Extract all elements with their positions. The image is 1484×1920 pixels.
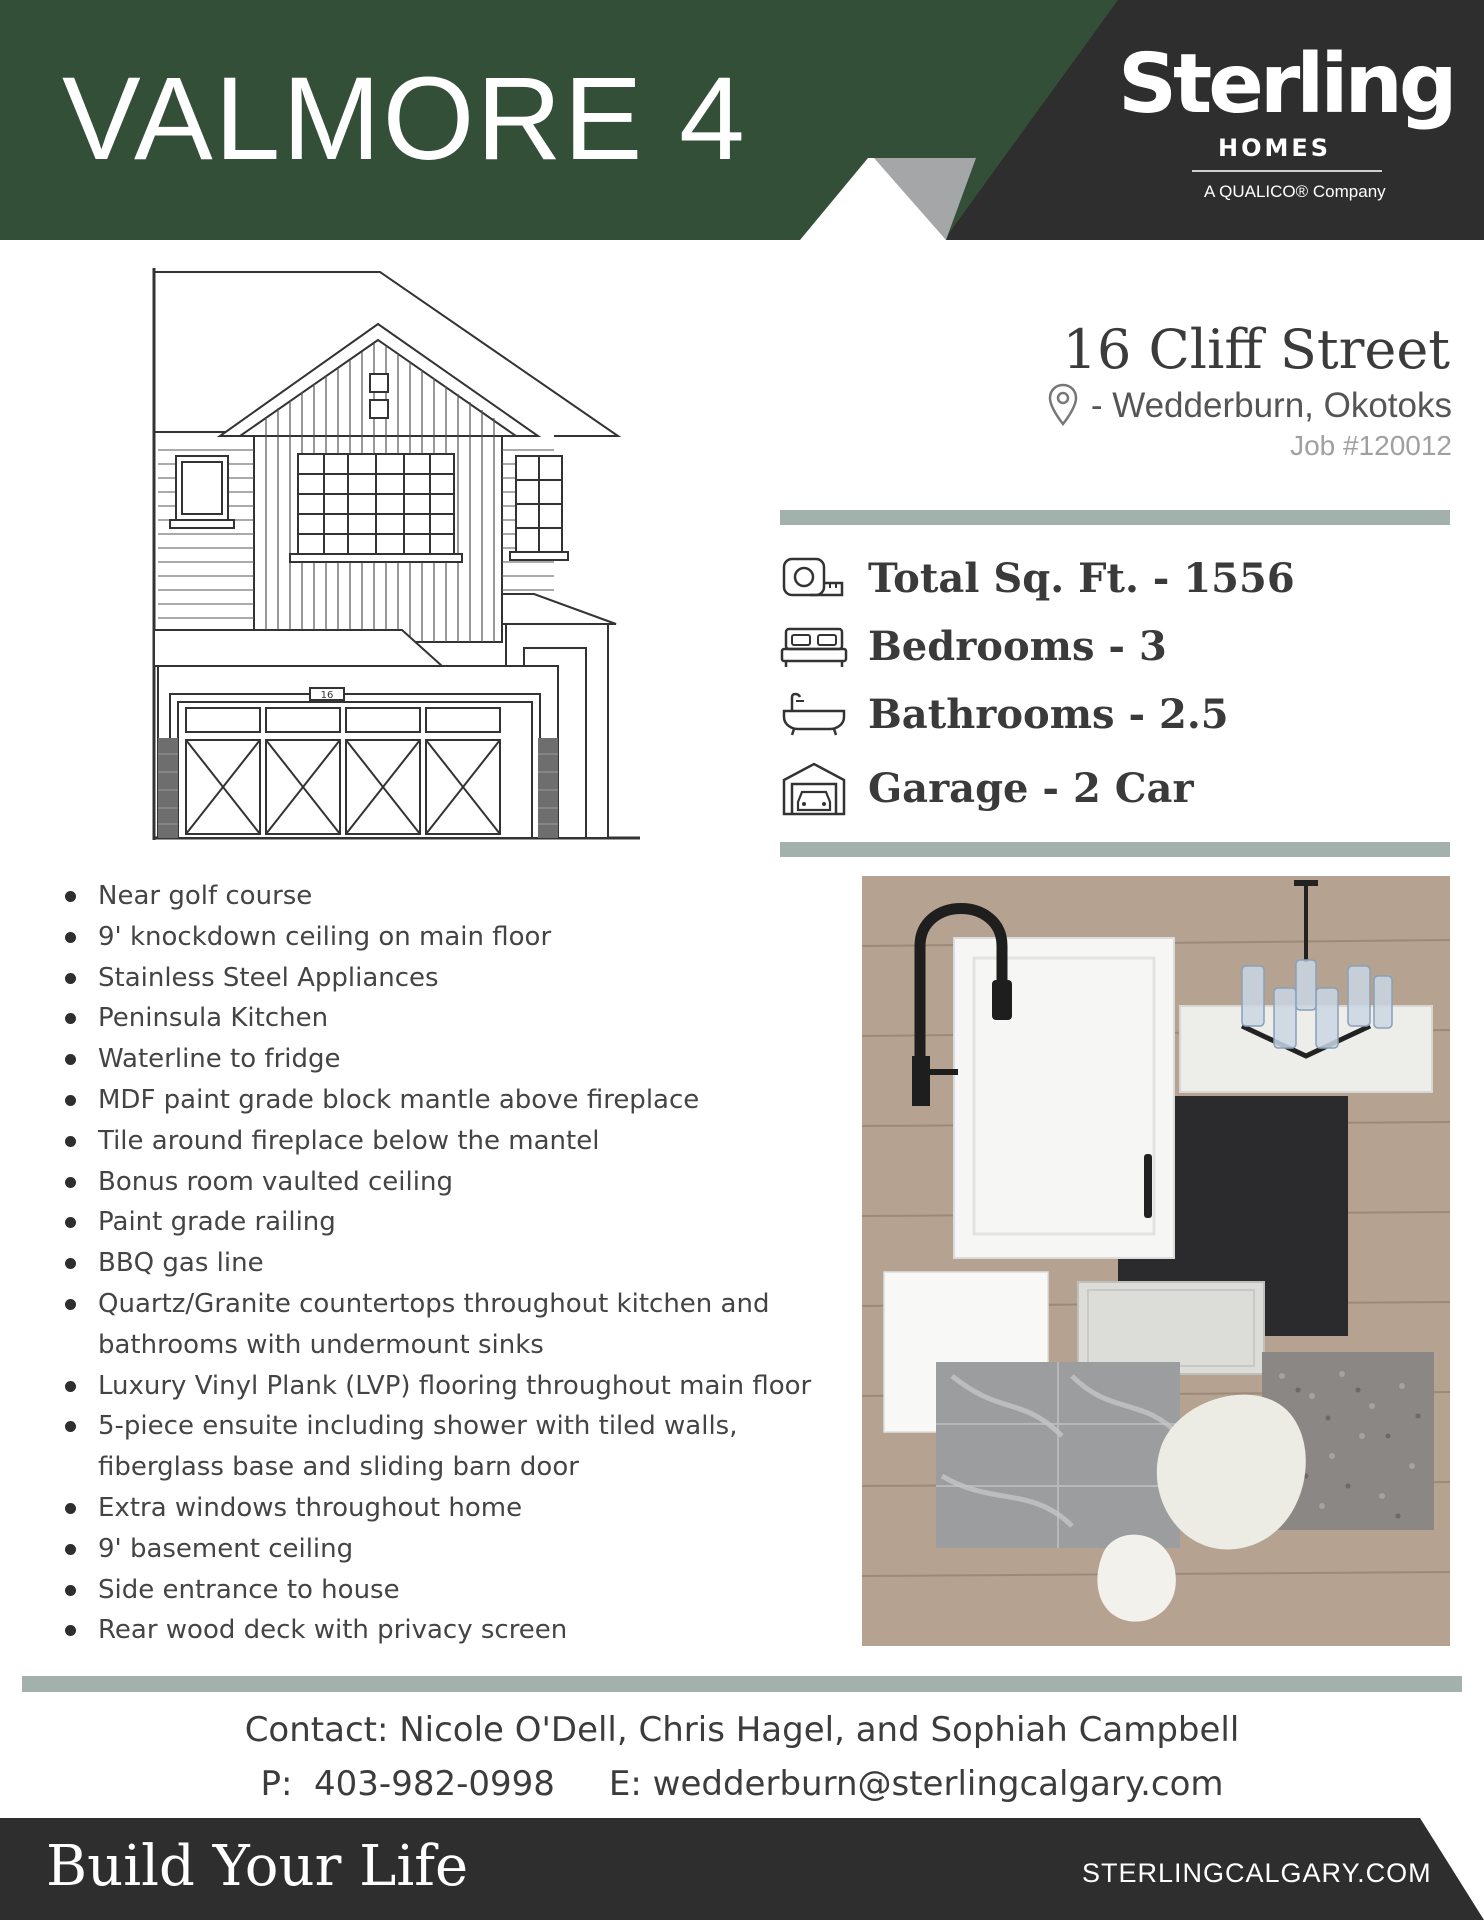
list-item: Stainless Steel Appliances xyxy=(60,958,820,999)
brand-logo-divider xyxy=(1192,170,1382,172)
house-elevation-drawing xyxy=(150,268,640,844)
spec-label: Garage - 2 Car xyxy=(868,764,1194,812)
bathtub-icon xyxy=(780,689,848,739)
address-locality: - Wedderburn, Okotoks xyxy=(1090,386,1452,425)
finishes-moodboard-image xyxy=(862,876,1450,1646)
house-number: 16 xyxy=(320,690,334,701)
footer-website-link[interactable]: STERLINGCALGARY.COM xyxy=(1082,1858,1432,1888)
model-title: VALMORE 4 xyxy=(62,53,747,185)
contact-divider xyxy=(22,1676,1462,1692)
spec-garage xyxy=(780,760,1194,816)
list-item: Waterline to fridge xyxy=(60,1039,820,1080)
job-number: Job #120012 xyxy=(1290,430,1452,461)
list-item: Side entrance to house xyxy=(60,1570,820,1611)
spec-label: Total Sq. Ft. - 1556 xyxy=(868,554,1295,602)
specs-bottom-divider xyxy=(780,842,1450,857)
contact-names: Contact: Nicole O'Dell, Chris Hagel, and Sophiah Campbell xyxy=(244,1710,1240,1750)
list-item: 9' knockdown ceiling on main floor xyxy=(60,917,820,958)
list-item: 9' basement ceiling xyxy=(60,1529,820,1570)
brand-logo-tagline: A QUALICO® Company xyxy=(1204,182,1386,201)
garage-icon xyxy=(780,760,848,816)
specs-top-divider xyxy=(780,510,1450,525)
list-item: Luxury Vinyl Plank (LVP) flooring throughout main floor xyxy=(60,1366,820,1407)
spec-label: Bedrooms - 3 xyxy=(868,622,1167,670)
spec-bathrooms xyxy=(780,686,1229,742)
list-item: Paint grade railing xyxy=(60,1202,820,1243)
brand-logo-subname: HOMES xyxy=(1218,134,1332,162)
feature-list xyxy=(60,876,820,1651)
spec-label: Bathrooms - 2.5 xyxy=(868,690,1229,738)
list-item: Peninsula Kitchen xyxy=(60,998,820,1039)
list-item: 5-piece ensuite including shower with tiled walls, fiberglass base and sliding barn door xyxy=(60,1406,820,1488)
list-item: Extra windows throughout home xyxy=(60,1488,820,1529)
address-street: 16 Cliff Street xyxy=(1062,318,1450,381)
list-item: Near golf course xyxy=(60,876,820,917)
brand-logo-wordmark: Sterling xyxy=(1118,37,1454,132)
list-item: Rear wood deck with privacy screen xyxy=(60,1610,820,1651)
spec-total-sqft xyxy=(780,550,1295,606)
bed-icon xyxy=(780,621,848,671)
map-pin-icon xyxy=(1046,382,1080,428)
list-item: Quartz/Granite countertops throughout kitchen and bathrooms with undermount sinks xyxy=(60,1284,820,1366)
footer-tagline: Build Your Life xyxy=(46,1834,469,1899)
list-item: BBQ gas line xyxy=(60,1243,820,1284)
tape-measure-icon xyxy=(780,553,848,603)
contact-phone-email[interactable]: P: 403-982-0998 E: wedderburn@sterlingcalgary.com xyxy=(260,1764,1224,1804)
list-item: MDF paint grade block mantle above fireplace xyxy=(60,1080,820,1121)
spec-bedrooms xyxy=(780,618,1167,674)
list-item: Tile around fireplace below the mantel xyxy=(60,1121,820,1162)
list-item: Bonus room vaulted ceiling xyxy=(60,1162,820,1203)
